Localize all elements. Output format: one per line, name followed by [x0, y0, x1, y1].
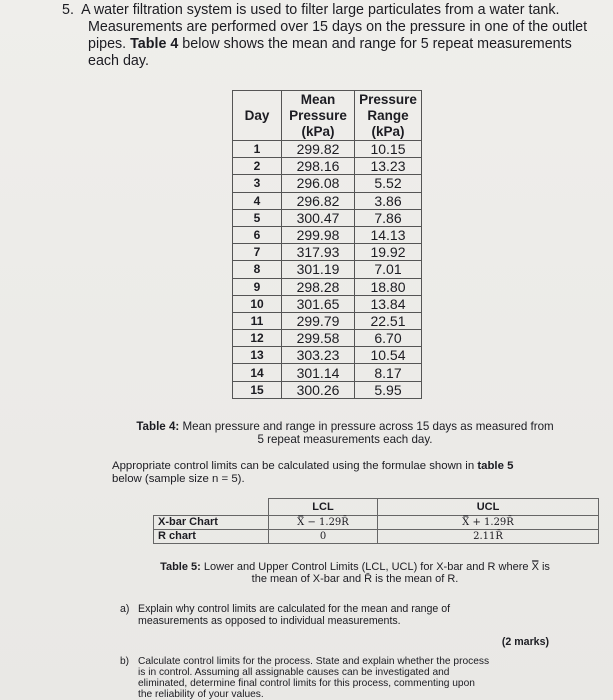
- table-4-caption-text: Mean pressure and range in pressure across 15 days as measured from: [179, 420, 554, 433]
- cell-lcl-r: 0: [269, 530, 378, 544]
- cell-mean: 301.19: [282, 261, 355, 278]
- part-b-line-2: is in control. Assuming all assignable causes can be investigated and: [138, 667, 450, 678]
- table-5-caption-line-2: the mean of X-bar and R̄ is the mean of R.: [251, 573, 459, 585]
- cell-range: 5.52: [355, 175, 422, 192]
- cell-range: 3.86: [355, 192, 422, 209]
- table-row: [154, 516, 599, 530]
- header-ucl: UCL: [378, 499, 599, 516]
- part-b-line-4: the reliability of your values.: [138, 689, 264, 700]
- cell-mean: 298.16: [282, 158, 355, 175]
- cell-day: 11: [233, 312, 282, 329]
- header-mean-l3: (kPa): [301, 123, 335, 139]
- cell-lcl-xbar: X̿ − 1.29R̄: [269, 516, 378, 530]
- cell-range: 14.13: [355, 226, 422, 243]
- table-row: [233, 312, 422, 329]
- formula-note-text: Appropriate control limits can be calculated using the formulae shown in: [112, 460, 478, 472]
- table-5-caption: [120, 561, 590, 585]
- part-a: [120, 604, 560, 627]
- cell-mean: 299.79: [282, 312, 355, 329]
- table-row: [233, 226, 422, 243]
- table-row: [154, 530, 599, 544]
- cell-mean: 299.58: [282, 330, 355, 347]
- table-row: [233, 278, 422, 295]
- question-number: 5.: [62, 2, 74, 18]
- part-b-text: Calculate control limits for the process. State and explain whether the process: [138, 656, 490, 667]
- cell-day: 10: [233, 295, 282, 312]
- table-4-caption-label: Table 4:: [136, 420, 180, 433]
- header-lcl: LCL: [269, 499, 378, 516]
- formula-note: [112, 460, 582, 486]
- cell-mean: 299.82: [282, 141, 355, 158]
- cell-day: 5: [233, 209, 282, 226]
- cell-day: 14: [233, 364, 282, 381]
- header-range-l1: Pressure: [359, 91, 417, 107]
- part-b: [120, 656, 560, 700]
- cell-mean: 300.26: [282, 381, 355, 398]
- header-mean-l1: Mean: [300, 91, 336, 107]
- cell-day: 13: [233, 347, 282, 364]
- cell-day: 4: [233, 192, 282, 209]
- table-row: [233, 158, 422, 175]
- table-4-header-row: [233, 91, 422, 141]
- cell-day: 9: [233, 278, 282, 295]
- cell-day: 12: [233, 330, 282, 347]
- cell-range: 22.51: [355, 312, 422, 329]
- cell-mean: 299.98: [282, 226, 355, 243]
- header-pressure-range: [355, 91, 422, 141]
- cell-range: 8.17: [355, 364, 422, 381]
- table-5-caption-label: Table 5:: [160, 561, 201, 573]
- table-5: [153, 498, 599, 544]
- cell-day: 15: [233, 381, 282, 398]
- table-row: [233, 330, 422, 347]
- table-row: [233, 295, 422, 312]
- cell-day: 2: [233, 158, 282, 175]
- cell-range: 19.92: [355, 244, 422, 261]
- question-line-3: [62, 36, 592, 53]
- table-4-caption-line-2: 5 repeat measurements each day.: [257, 433, 433, 446]
- cell-mean: 298.28: [282, 278, 355, 295]
- table-row: [233, 175, 422, 192]
- cell-mean: 301.65: [282, 295, 355, 312]
- table-4-caption-line-1: [110, 420, 580, 433]
- question-line-4: each day.: [88, 53, 149, 69]
- header-range-l2: Range: [367, 107, 409, 123]
- cell-range: 13.84: [355, 295, 422, 312]
- part-b-label: b): [120, 656, 130, 667]
- header-range-l3: (kPa): [371, 123, 405, 139]
- table-5-header-row: [154, 499, 599, 516]
- cell-range: 13.23: [355, 158, 422, 175]
- cell-day: 7: [233, 244, 282, 261]
- cell-day: 3: [233, 175, 282, 192]
- part-a-line-2: measurements as opposed to individual measurements.: [138, 614, 401, 627]
- table-row: [233, 347, 422, 364]
- cell-mean: 317.93: [282, 244, 355, 261]
- table5-ref: table 5: [477, 460, 514, 472]
- cell-day: 6: [233, 226, 282, 243]
- table-row: [233, 244, 422, 261]
- part-a-marks: (2 marks): [501, 636, 549, 648]
- table-4: [232, 90, 422, 399]
- header-mean-pressure: [282, 91, 355, 141]
- question-line-3-pre: pipes.: [88, 36, 131, 52]
- cell-mean: 296.08: [282, 175, 355, 192]
- cell-mean: 303.23: [282, 347, 355, 364]
- question-line-2: Measurements are performed over 15 days on the pressure in one of the outlet: [88, 19, 588, 35]
- question-line-3-post: below shows the mean and range for 5 repeat measurements: [178, 36, 572, 52]
- cell-mean: 301.14: [282, 364, 355, 381]
- question-intro: [62, 2, 592, 70]
- formula-note-line-2: below (sample size n = 5).: [112, 473, 245, 485]
- table4-ref: Table 4: [130, 36, 179, 52]
- formula-note-line-1: [112, 460, 582, 473]
- table-5-caption-text: Lower and Upper Control Limits (LCL, UCL) for X-bar and R where X̿ is: [200, 561, 550, 573]
- table-row: [233, 192, 422, 209]
- table-5-corner: [154, 499, 269, 516]
- cell-day: 1: [233, 141, 282, 158]
- question-line-1: A water filtration system is used to filter large particulates from a water tank.: [81, 2, 560, 18]
- table-row: [233, 381, 422, 398]
- table-5-caption-line-1: [120, 561, 590, 573]
- header-mean-l2: Pressure: [289, 107, 347, 123]
- part-b-line-1: [120, 656, 560, 667]
- cell-ucl-xbar: X̿ + 1.29R̄: [378, 516, 599, 530]
- part-a-line-1: [120, 604, 560, 616]
- cell-mean: 296.82: [282, 192, 355, 209]
- cell-range: 6.70: [355, 330, 422, 347]
- part-a-label: a): [120, 603, 130, 615]
- header-day: Day: [233, 91, 282, 141]
- cell-day: 8: [233, 261, 282, 278]
- cell-range: 10.15: [355, 141, 422, 158]
- table-row: [233, 141, 422, 158]
- cell-range: 7.01: [355, 261, 422, 278]
- row-label-xbar: X-bar Chart: [154, 516, 269, 530]
- cell-range: 5.95: [355, 381, 422, 398]
- cell-mean: 300.47: [282, 209, 355, 226]
- part-a-text: Explain why control limits are calculated for the mean and range of: [138, 603, 451, 615]
- cell-ucl-r: 2.11R̄: [378, 530, 599, 544]
- table-row: [233, 364, 422, 381]
- part-b-line-3: eliminated, determine final control limits for this process, commenting upon: [138, 678, 475, 689]
- table-4-caption: [110, 420, 580, 446]
- table-row: [233, 261, 422, 278]
- cell-range: 7.86: [355, 209, 422, 226]
- cell-range: 18.80: [355, 278, 422, 295]
- cell-range: 10.54: [355, 347, 422, 364]
- table-row: [233, 209, 422, 226]
- row-label-r: R chart: [154, 530, 269, 544]
